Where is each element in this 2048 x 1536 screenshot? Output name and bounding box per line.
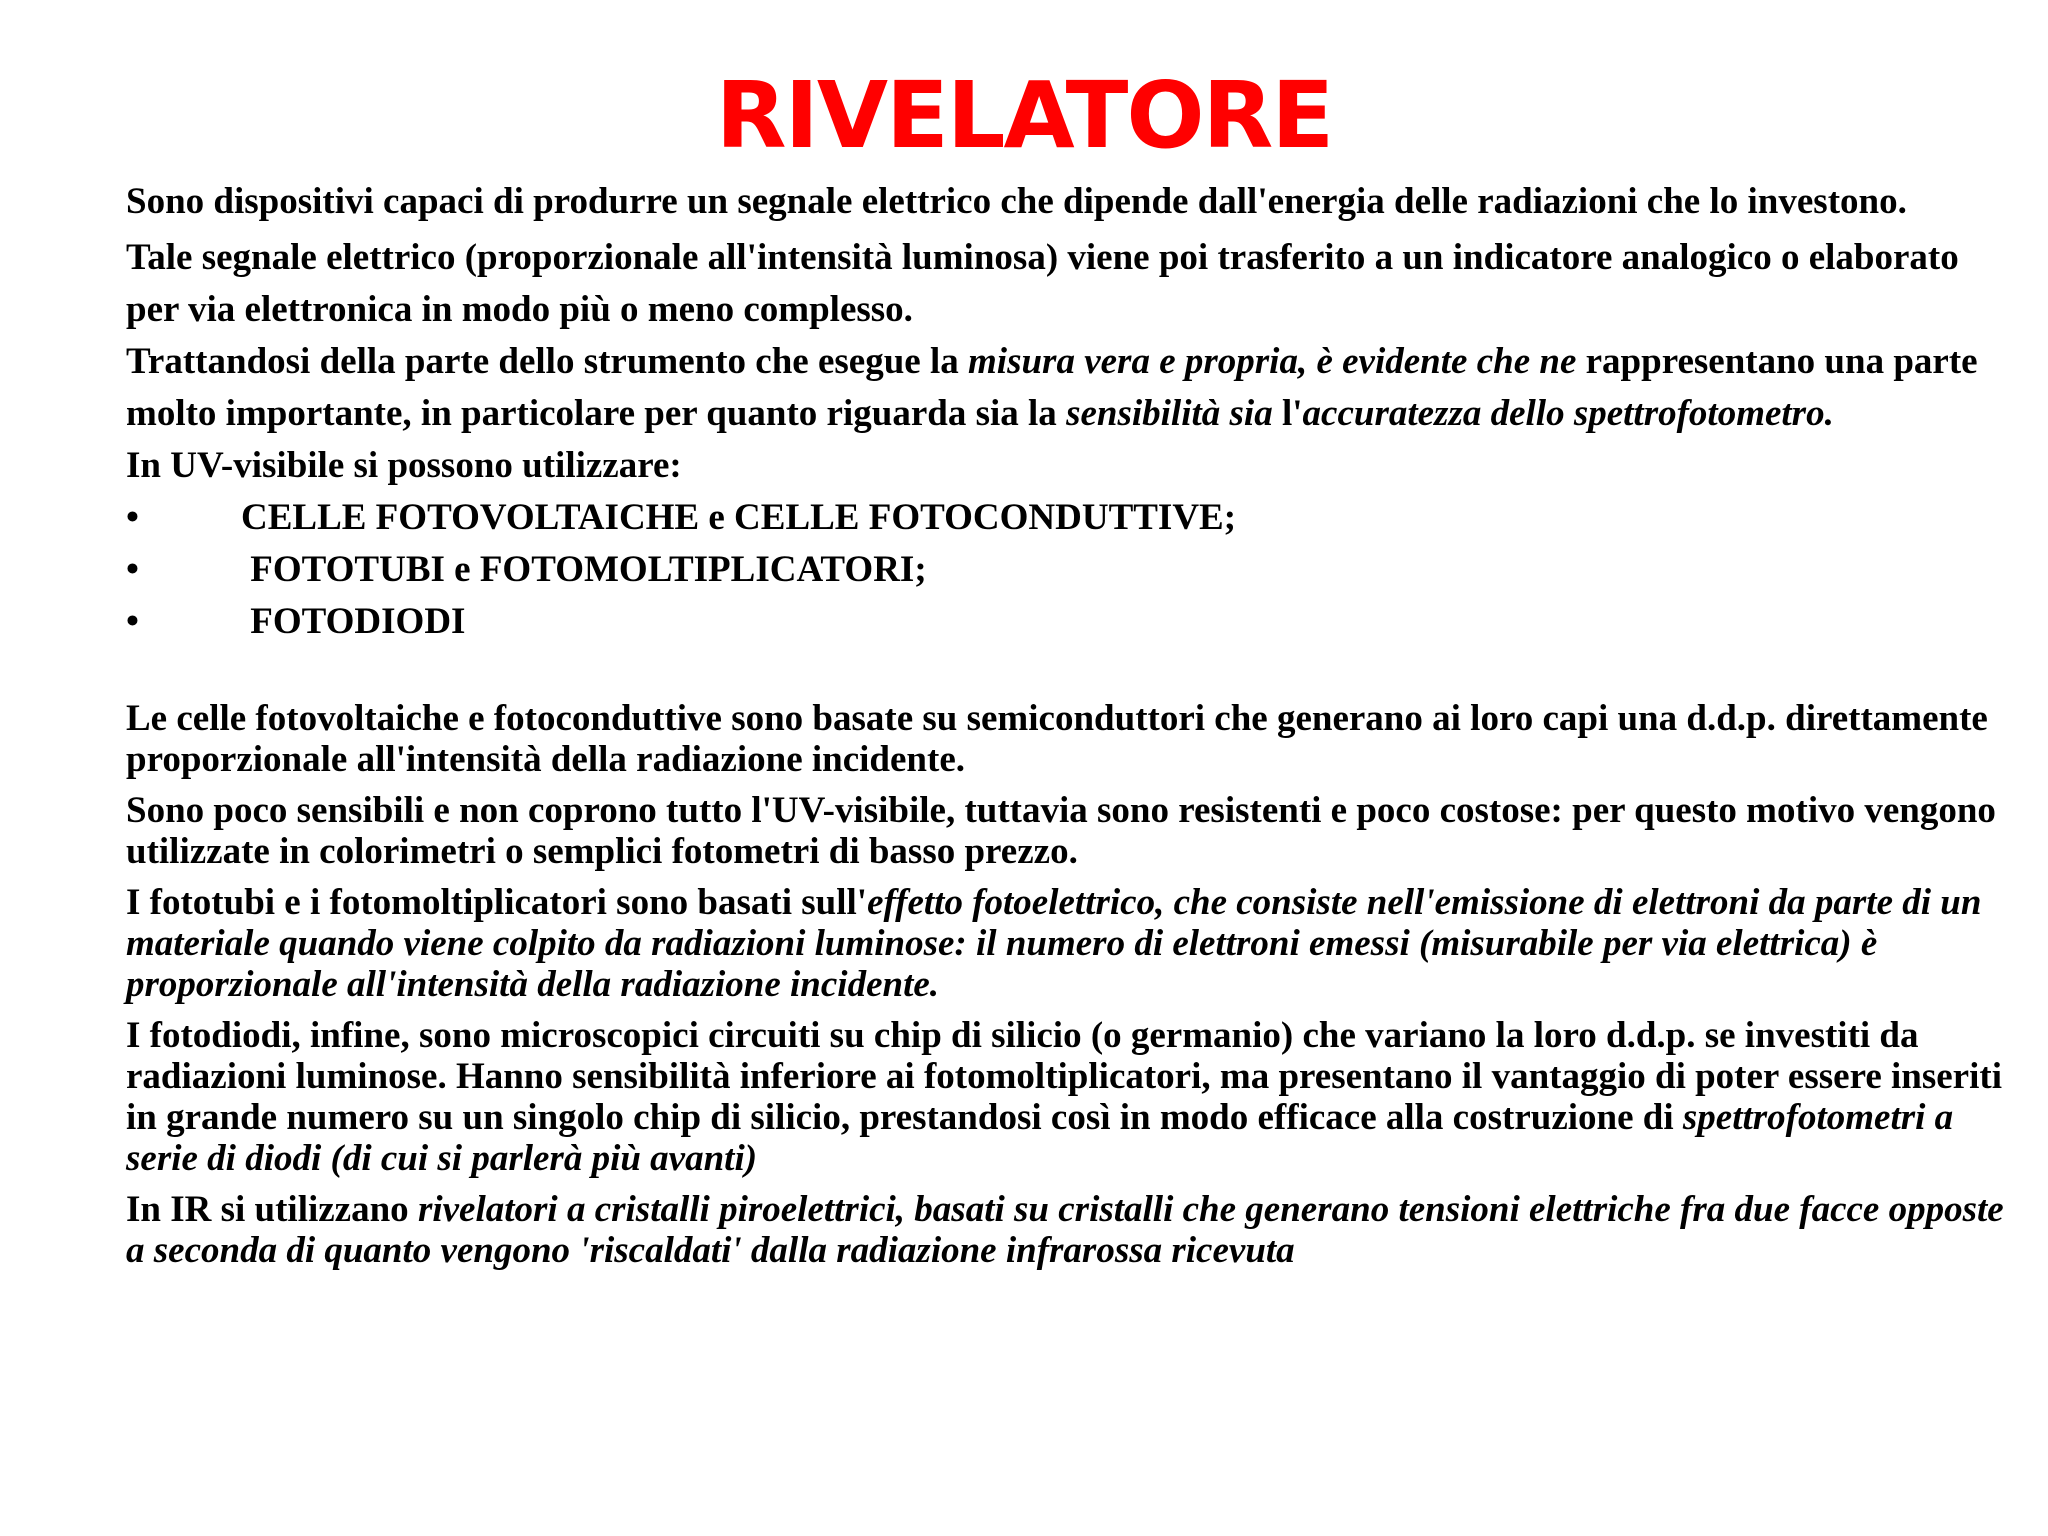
paragraph-photovoltaic: Le celle fotovoltaiche e fotoconduttive sono basate su semiconduttori che generano ai loro capi una d.d.p. direttamente proporzionale all'intensità della radiazione incidente. — [126, 698, 1988, 780]
bullet-text: CELLE FOTOVOLTAICHE e CELLE FOTOCONDUTTIVE; — [241, 497, 1237, 538]
slide-title: RIVELATORE — [715, 62, 1333, 169]
bullet-text: FOTODIODI — [241, 601, 466, 642]
text-run: I fototubi e i fotomoltiplicatori sono basati sull' — [126, 882, 868, 923]
bullet-item — [126, 492, 2006, 544]
italic-run: effetto fotoelettrico, che consiste nell'emissione di elettroni da parte di un materiale quando viene colpito da radiazioni luminose: il numero di elettroni emessi (misurabile per via elettrica) è proporzionale all'intensità della radiazione incidente. — [126, 882, 1982, 1005]
italic-run: accuratezza dello spettrofotometro. — [1302, 393, 1834, 434]
bullet-text: FOTOTUBI e FOTOMOLTIPLICATORI; — [241, 549, 927, 590]
paragraph-uv-intro: In UV-visibile si possono utilizzare: — [126, 445, 682, 486]
spacer — [126, 648, 2006, 698]
italic-run: sensibilità sia — [1066, 393, 1273, 434]
text-run: In IR si utilizzano — [126, 1189, 418, 1230]
bullet-marker: • — [126, 497, 139, 538]
paragraph-definition: Sono dispositivi capaci di produrre un segnale elettrico che dipende dall'energia delle radiazioni che lo investono. — [126, 181, 1907, 222]
slide-body — [126, 181, 2006, 1281]
paragraph-photodiodes — [126, 1015, 2006, 1179]
paragraph-importance — [126, 336, 2006, 440]
text-run: I fotodiodi, infine, sono microscopici circuiti su chip di silicio (o germanio) che variano la loro d.d.p. se investiti da radiazioni luminose. Hanno sensibilità inferiore ai fotomoltiplicatori, ma presentano il vantaggio di poter essere inseriti in grande numero su un singolo chip di silicio, prestandosi così in modo efficace alla costruzione di — [126, 1015, 2002, 1138]
paragraph-infrared — [126, 1189, 2006, 1271]
italic-run: misura vera e propria, è evidente che ne — [968, 341, 1577, 382]
bullet-marker: • — [126, 549, 139, 590]
paragraph-signal: Tale segnale elettrico (proporzionale all'intensità luminosa) viene poi trasferito a un indicatore analogico o elaborato per via elettronica in modo più o meno complesso. — [126, 237, 1959, 330]
italic-run: rivelatori a cristalli piroelettrici, basati su cristalli che generano tensioni elettriche fra due facce opposte a seconda di quanto vengono 'riscaldati' dalla radiazione infrarossa ricevuta — [126, 1189, 2004, 1271]
italic-run: spettrofotometri a serie di diodi (di cui si parlerà più avanti) — [126, 1097, 1954, 1179]
text-run: l' — [1272, 393, 1303, 434]
bullet-item — [126, 596, 2006, 648]
paragraph-sensitivity: Sono poco sensibili e non coprono tutto l'UV-visibile, tuttavia sono resistenti e poco costose: per questo motivo vengono utilizzate in colorimetri o semplici fotometri di basso prezzo. — [126, 790, 1996, 872]
bullet-item — [126, 544, 2006, 596]
paragraph-phototubes — [126, 882, 2006, 1005]
text-run: Trattandosi della parte dello strumento che esegue la — [126, 341, 969, 382]
bullet-marker: • — [126, 601, 139, 642]
text-run: rappresentano una parte molto importante, in particolare per quanto riguarda sia la — [126, 341, 1978, 434]
